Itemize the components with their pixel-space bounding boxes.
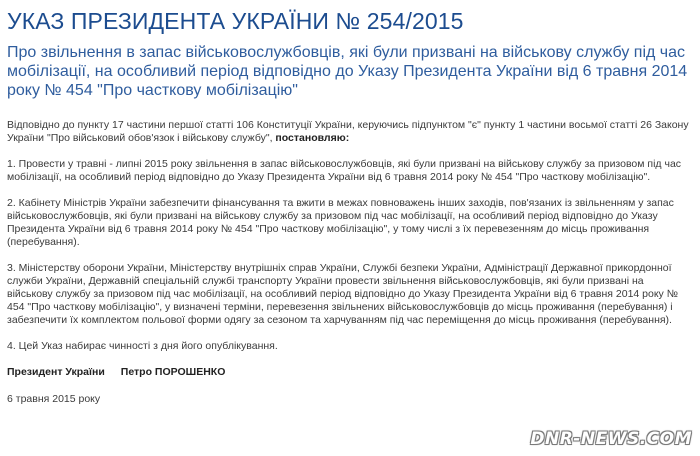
watermark-logo: DNR-NEWS.COM (530, 429, 692, 449)
decree-paragraph-3: 3. Міністерству оборони України, Міністерству внутрішніх справ України, Службі безпеки України, Адміністрації Державної прикордонної служби України, Державній спеціальній службі транспорту України провести звільнення військовослужбовців, які були призвані на військову службу за призовом під час мобілізації, на особливий період відповідно до Указу Президента України від 6 травня 2014 року № 454 "Про часткову мобілізацію", у визначені терміни, перевезення звільнених військовослужбовців до місць проживання (перебування) і забезпечити їх комплектом польової форми одягу за сезоном та харчуванням під час переміщення до місць проживання (перебування). (7, 262, 678, 326)
signature-line (7, 366, 692, 379)
preamble-resolution: постановляю: (275, 132, 350, 144)
decree-paragraph-1: 1. Провести у травні - липні 2015 року звільнення в запас військовослужбовців, які були призвані на військову службу за призовом під час мобілізації, на особливий період відповідно до Указу Президента України від 6 травня 2014 року № 454 "Про часткову мобілізацію". (7, 158, 682, 183)
decree-paragraph-4: 4. Цей Указ набирає чинності з дня його опублікування. (7, 340, 278, 352)
decree-title: УКАЗ ПРЕЗИДЕНТА УКРАЇНИ № 254/2015 (7, 8, 464, 34)
signature-name: Петро ПОРОШЕНКО (120, 366, 226, 378)
signature-role: Президент України (7, 366, 105, 378)
decree-date: 6 травня 2015 року (7, 393, 101, 405)
decree-body (7, 119, 692, 353)
preamble-text: Відповідно до пункту 17 частини першої статті 106 Конституції України, керуючись підпунктом "є" пункту 1 частини восьмої статті 26 Закону України "Про військовий обов'язок і військову службу", (7, 119, 689, 144)
decree-subtitle: Про звільнення в запас військовослужбовців, які були призвані на військову службу під час мобілізації, на особливий період відповідно до Указу Президента України від 6 травня 2014 року № 454 "Про часткову мобілізацію" (7, 44, 688, 99)
preamble-paragraph (7, 119, 692, 145)
decree-paragraph-2: 2. Кабінету Міністрів України забезпечити фінансування та вжити в межах повноважень інших заходів, пов'язаних із звільненням у запас військовослужбовців, які були призвані на військову службу за призовом під час мобілізації, на особливий період відповідно до Указу Президента України від 6 травня 2014 року № 454 "Про часткову мобілізацію", у тому числі з їх перевезенням до місць проживання (перебування). (7, 197, 674, 248)
